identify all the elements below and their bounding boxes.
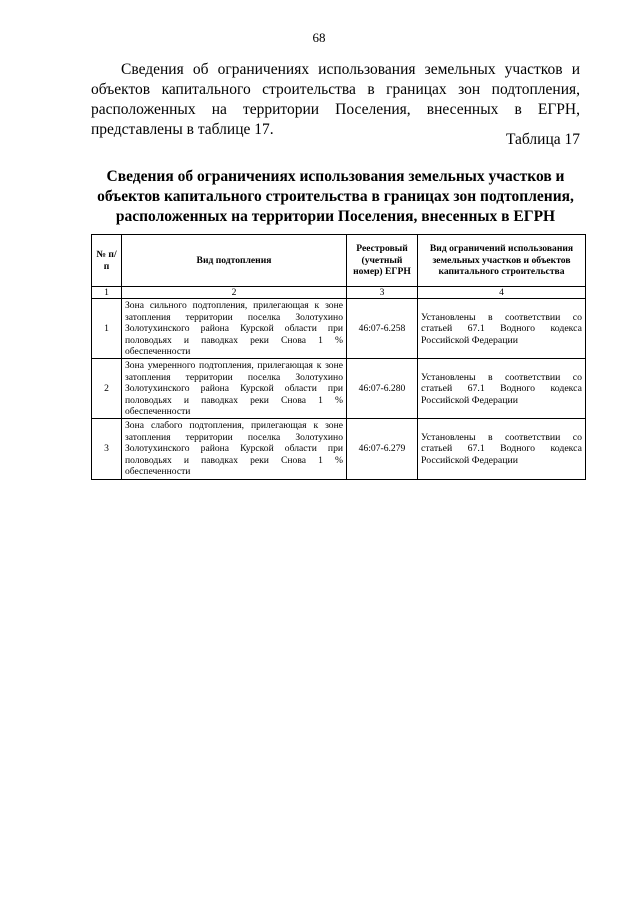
header-restriction-type: Вид ограничений использования земельных участков и объектов капитального строительства (418, 235, 586, 287)
table-row (92, 359, 586, 419)
restriction-cell: Установлены в соответствии со статьей 67.1 Водного кодекса Российской Федерации (418, 299, 586, 359)
registry-number-cell: 46:07-6.279 (347, 419, 418, 479)
table-row (92, 419, 586, 479)
flood-type-cell: Зона слабого подтопления, прилегающая к зоне затопления территории поселка Золотухино Золотухинского района Курской области при половодьях и паводках реки Снова 1 % обеспеченности (122, 419, 347, 479)
table-row (92, 299, 586, 359)
page-number: 68 (312, 30, 326, 45)
row-number: 3 (92, 419, 122, 479)
column-number: 3 (347, 287, 418, 299)
header-number: № п/п (92, 235, 122, 287)
table-caption: Таблица 17 (505, 131, 580, 148)
restrictions-table (91, 234, 586, 480)
column-number: 1 (92, 287, 122, 299)
row-number: 1 (92, 299, 122, 359)
column-number: 2 (122, 287, 347, 299)
column-number: 4 (418, 287, 586, 299)
column-number-row (92, 287, 586, 299)
flood-type-cell: Зона сильного подтопления, прилегающая к зоне затопления территории поселка Золотухино Золотухинского района Курской области при половодьях и паводках реки Снова 1 % обеспеченности (122, 299, 347, 359)
registry-number-cell: 46:07-6.280 (347, 359, 418, 419)
table-header-row (92, 235, 586, 287)
row-number: 2 (92, 359, 122, 419)
flood-type-cell: Зона умеренного подтопления, прилегающая к зоне затопления территории поселка Золотухино Золотухинского района Курской области при половодьях и паводках реки Снова 1 % обеспеченности (122, 359, 347, 419)
registry-number-cell: 46:07-6.258 (347, 299, 418, 359)
header-flood-type: Вид подтопления (122, 235, 347, 287)
intro-paragraph: Сведения об ограничениях использования земельных участков и объектов капитального строительства в границах зон подтопления, расположенных на территории Поселения, внесенных в ЕГРН, представлены в таблице 17. (91, 61, 580, 138)
restriction-cell: Установлены в соответствии со статьей 67.1 Водного кодекса Российской Федерации (418, 419, 586, 479)
restriction-cell: Установлены в соответствии со статьей 67.1 Водного кодекса Российской Федерации (418, 359, 586, 419)
table-title: Сведения об ограничениях использования земельных участков и объектов капитального строительства в границах зон подтопления, расположенных на территории Поселения, внесенных в ЕГРН (97, 168, 574, 225)
header-registry-number: Реестровый (учетный номер) ЕГРН (347, 235, 418, 287)
